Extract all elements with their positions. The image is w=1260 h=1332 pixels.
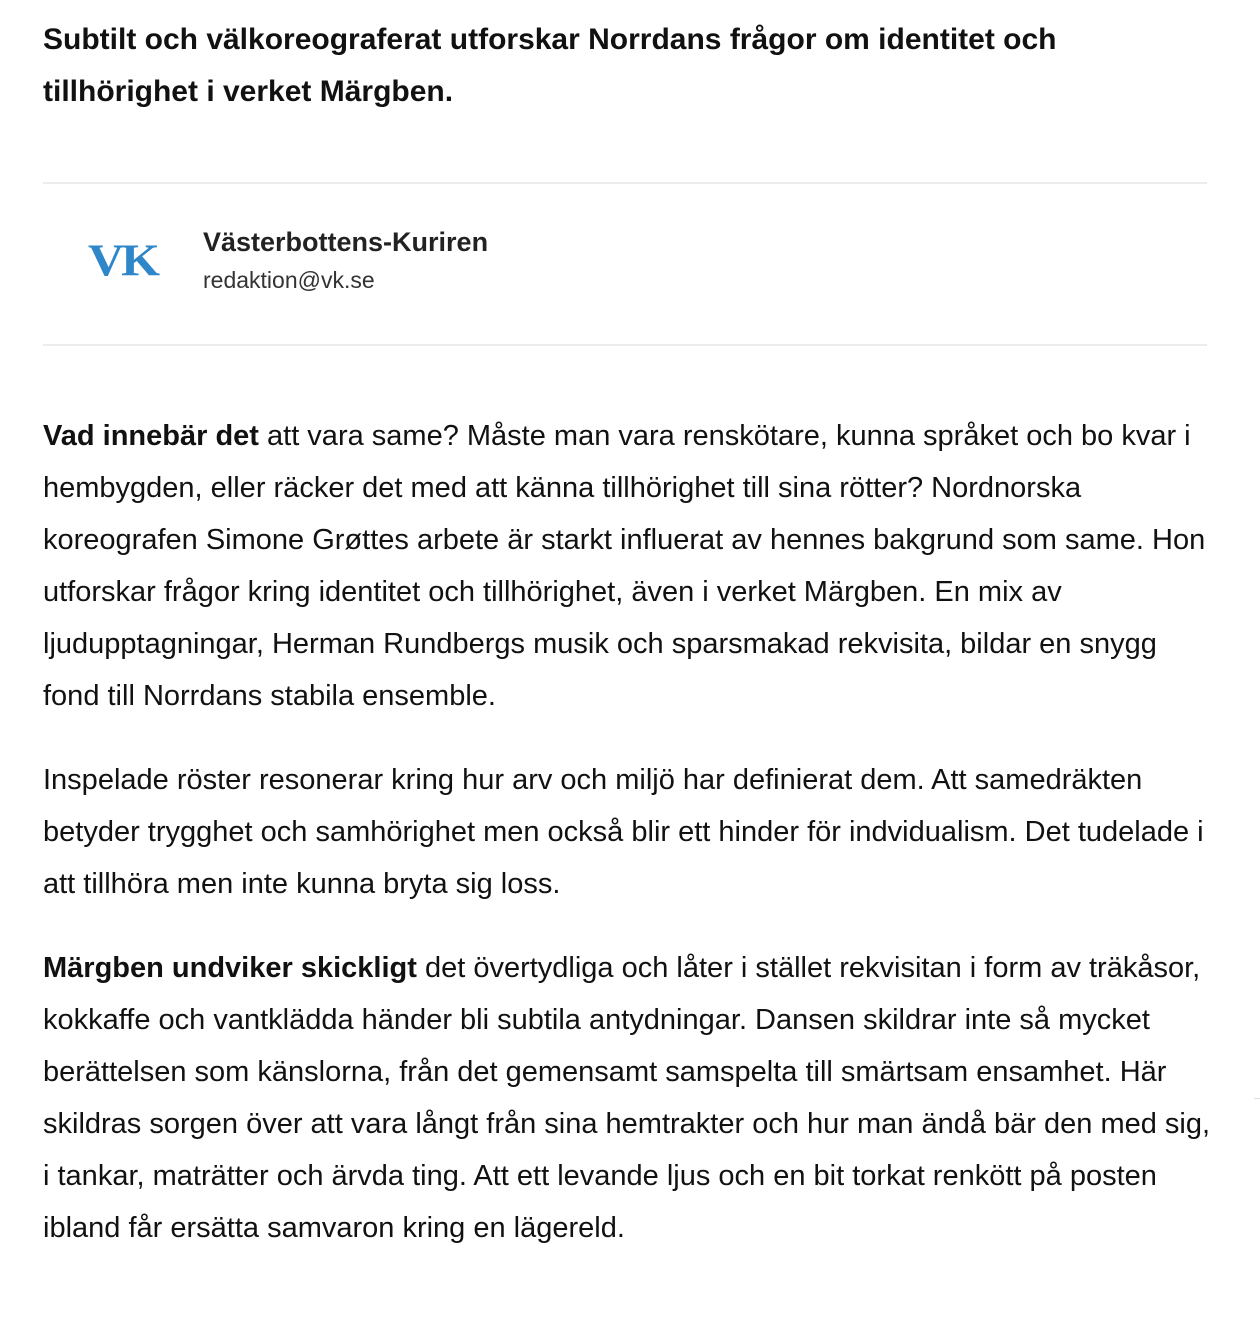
author-name[interactable]: Västerbottens-Kuriren xyxy=(203,227,489,257)
paragraph-1-text: att vara same? Måste man vara renskötare, kunna språket och bo kvar i hembygden, eller räcker det med att känna tillhörighet till sina rötter? Nordnorska koreografen Simone Grøttes arbete är starkt influerat av hennes bakgrund som same. Hon utforskar frågor kring identitet och tillhörighet, även i verket Märgben. En mix av ljudupptagningar, Herman Rundbergs musik och sparsmakad rekvisita, bildar en snygg fond till Norrdans stabila ensemble. xyxy=(43,420,1206,712)
author-byline[interactable] xyxy=(43,184,1207,344)
paragraph-1-lead-in: Vad innebär det xyxy=(43,420,259,452)
paragraph-3-text: det övertydliga och låter i stället rekvisitan i form av träkåsor, kokkaffe och vantklädda händer bli subtila antydningar. Dansen skildrar inte så mycket berättelsen som känslorna, från det gemensamt samspelta till smärtsam ensamhet. Här skildras sorgen över att vara långt från sina hemtrakter och hur man ändå bär den med sig, i tankar, maträtter och ärvda ting. Att ett levande ljus och en bit torkat renkött på posten ibland får ersätta samvaron kring en lägereld. xyxy=(43,952,1211,1244)
vk-logo: VK xyxy=(88,234,157,286)
scroll-edge-mark xyxy=(1254,1098,1260,1099)
paragraph-2-text: Inspelade röster resonerar kring hur arv och miljö har definierat dem. Att samedräkten betyder trygghet och samhörighet men också blir ett hinder för indvidualism. Det tudelade i att tillhöra men inte kunna bryta sig loss. xyxy=(43,764,1204,900)
paragraph-2 xyxy=(43,754,1213,910)
article-lead: Subtilt och välkoreograferat utforskar Norrdans frågor om identitet och tillhörighet i verket Märgben. xyxy=(43,23,1057,108)
paragraph-1 xyxy=(43,410,1213,722)
paragraph-3 xyxy=(43,942,1213,1254)
paragraph-3-lead-in: Märgben undviker skickligt xyxy=(43,952,417,984)
author-email[interactable]: redaktion@vk.se xyxy=(203,267,375,293)
article-body xyxy=(43,410,1213,1286)
divider-bottom xyxy=(43,344,1207,346)
